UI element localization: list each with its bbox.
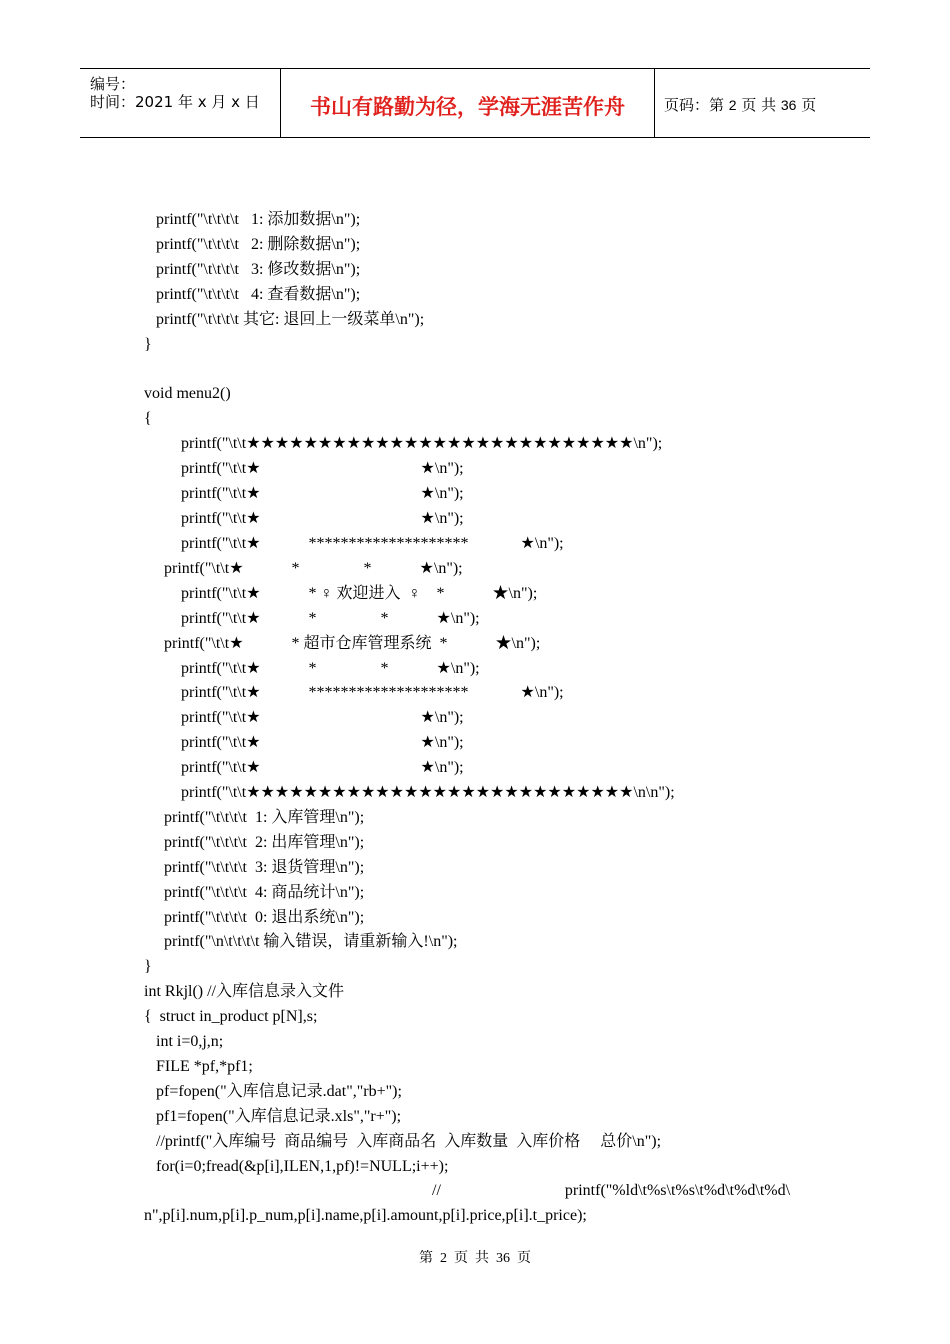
code-line: printf("\t\t★★★★★★★★★★★★★★★★★★★★★★★★★★★\n"); — [181, 435, 663, 452]
code-line: FILE *pf,*pf1; — [156, 1058, 253, 1075]
code-line: printf("\t\t★ ******************** ★\n"); — [181, 684, 564, 701]
code-line: printf("\t\t\t\t 2: 出库管理\n"); — [164, 834, 365, 851]
page-suffix: 页 — [796, 96, 817, 114]
code-line: //printf("入库编号 商品编号 入库商品名 入库数量 入库价格 总价\n"); — [156, 1133, 662, 1150]
code-line: { struct in_product p[N],s; — [144, 1008, 318, 1025]
page-footer: 第 2 页 共 36 页 — [419, 1251, 531, 1266]
code-line: printf("\t\t\t\t 3: 退货管理\n"); — [164, 859, 365, 876]
code-line: for(i=0;fread(&p[i],ILEN,1,pf)!=NULL;i++); — [156, 1158, 449, 1175]
code-line: int Rkjl() //入库信息录入文件 — [144, 983, 345, 1000]
code-line: } — [144, 336, 152, 353]
code-line: printf("\t\t★★★★★★★★★★★★★★★★★★★★★★★★★★★\n\n"); — [181, 784, 675, 801]
page-mid: 页 共 — [736, 96, 781, 114]
code-line: printf("\t\t\t\t 4: 查看数据\n"); — [156, 286, 361, 303]
page-indicator — [664, 94, 816, 115]
code-line: printf("\t\t★ ★\n"); — [181, 759, 464, 776]
code-line: pf1=fopen("入库信息记录.xls","r+"); — [156, 1108, 402, 1125]
code-line: printf("\t\t\t\t 4: 商品统计\n"); — [164, 884, 365, 901]
code-line: printf("\t\t\t\t 0: 退出系统\n"); — [164, 909, 365, 926]
page-current: 2 — [728, 97, 737, 113]
serial-label: 编号： — [90, 75, 136, 93]
code-line: // printf("%ld\t%s\t%s\t%d\t%d\t%d\ — [432, 1182, 791, 1199]
code-line: pf=fopen("入库信息记录.dat","rb+"); — [156, 1083, 402, 1100]
code-line: printf("\t\t★ ******************** ★\n"); — [181, 535, 564, 552]
code-line: printf("\t\t\t\t 3: 修改数据\n"); — [156, 261, 361, 278]
header-motto-cell — [280, 69, 655, 137]
code-line: printf("\t\t★ ★\n"); — [181, 485, 464, 502]
page-header — [80, 68, 870, 138]
code-line: printf("\t\t★ * * ★\n"); — [181, 610, 480, 627]
code-line: n",p[i].num,p[i].p_num,p[i].name,p[i].amount,p[i].price,p[i].t_price); — [144, 1207, 587, 1224]
code-line: printf("\t\t★ ★\n"); — [181, 734, 464, 751]
code-line: printf("\n\t\t\t\t 输入错误，请重新输入!\n"); — [164, 933, 458, 950]
code-line: printf("\t\t★ * 超市仓库管理系统 * ★\n"); — [164, 635, 541, 652]
code-line: printf("\t\t★ * * ★\n"); — [164, 560, 463, 577]
header-page-cell — [654, 69, 870, 137]
code-line: } — [144, 958, 152, 975]
page-total: 36 — [780, 97, 797, 113]
code-line: printf("\t\t★ ★\n"); — [181, 709, 464, 726]
code-line: printf("\t\t\t\t 1: 入库管理\n"); — [164, 809, 365, 826]
code-line: printf("\t\t\t\t 2: 删除数据\n"); — [156, 236, 361, 253]
code-line: printf("\t\t★ ★\n"); — [181, 510, 464, 527]
code-line: printf("\t\t★ ★\n"); — [181, 460, 464, 477]
code-line: int i=0,j,n; — [156, 1033, 224, 1050]
code-line: printf("\t\t\t\t 其它: 退回上一级菜单\n"); — [156, 311, 425, 328]
motto-text: 书山有路勤为径，学海无涯苦作舟 — [310, 95, 625, 119]
page-prefix: 页码：第 — [664, 96, 729, 114]
time-label: 时间：2021 年 x 月 x 日 — [90, 93, 260, 111]
code-line: printf("\t\t★ * ♀ 欢迎进入 ♀ * ★\n"); — [181, 585, 538, 602]
header-meta-cell — [80, 69, 280, 137]
code-line: printf("\t\t★ * * ★\n"); — [181, 660, 480, 677]
code-line: void menu2() — [144, 385, 231, 402]
code-line: { — [144, 410, 152, 427]
code-line: printf("\t\t\t\t 1: 添加数据\n"); — [156, 211, 361, 228]
